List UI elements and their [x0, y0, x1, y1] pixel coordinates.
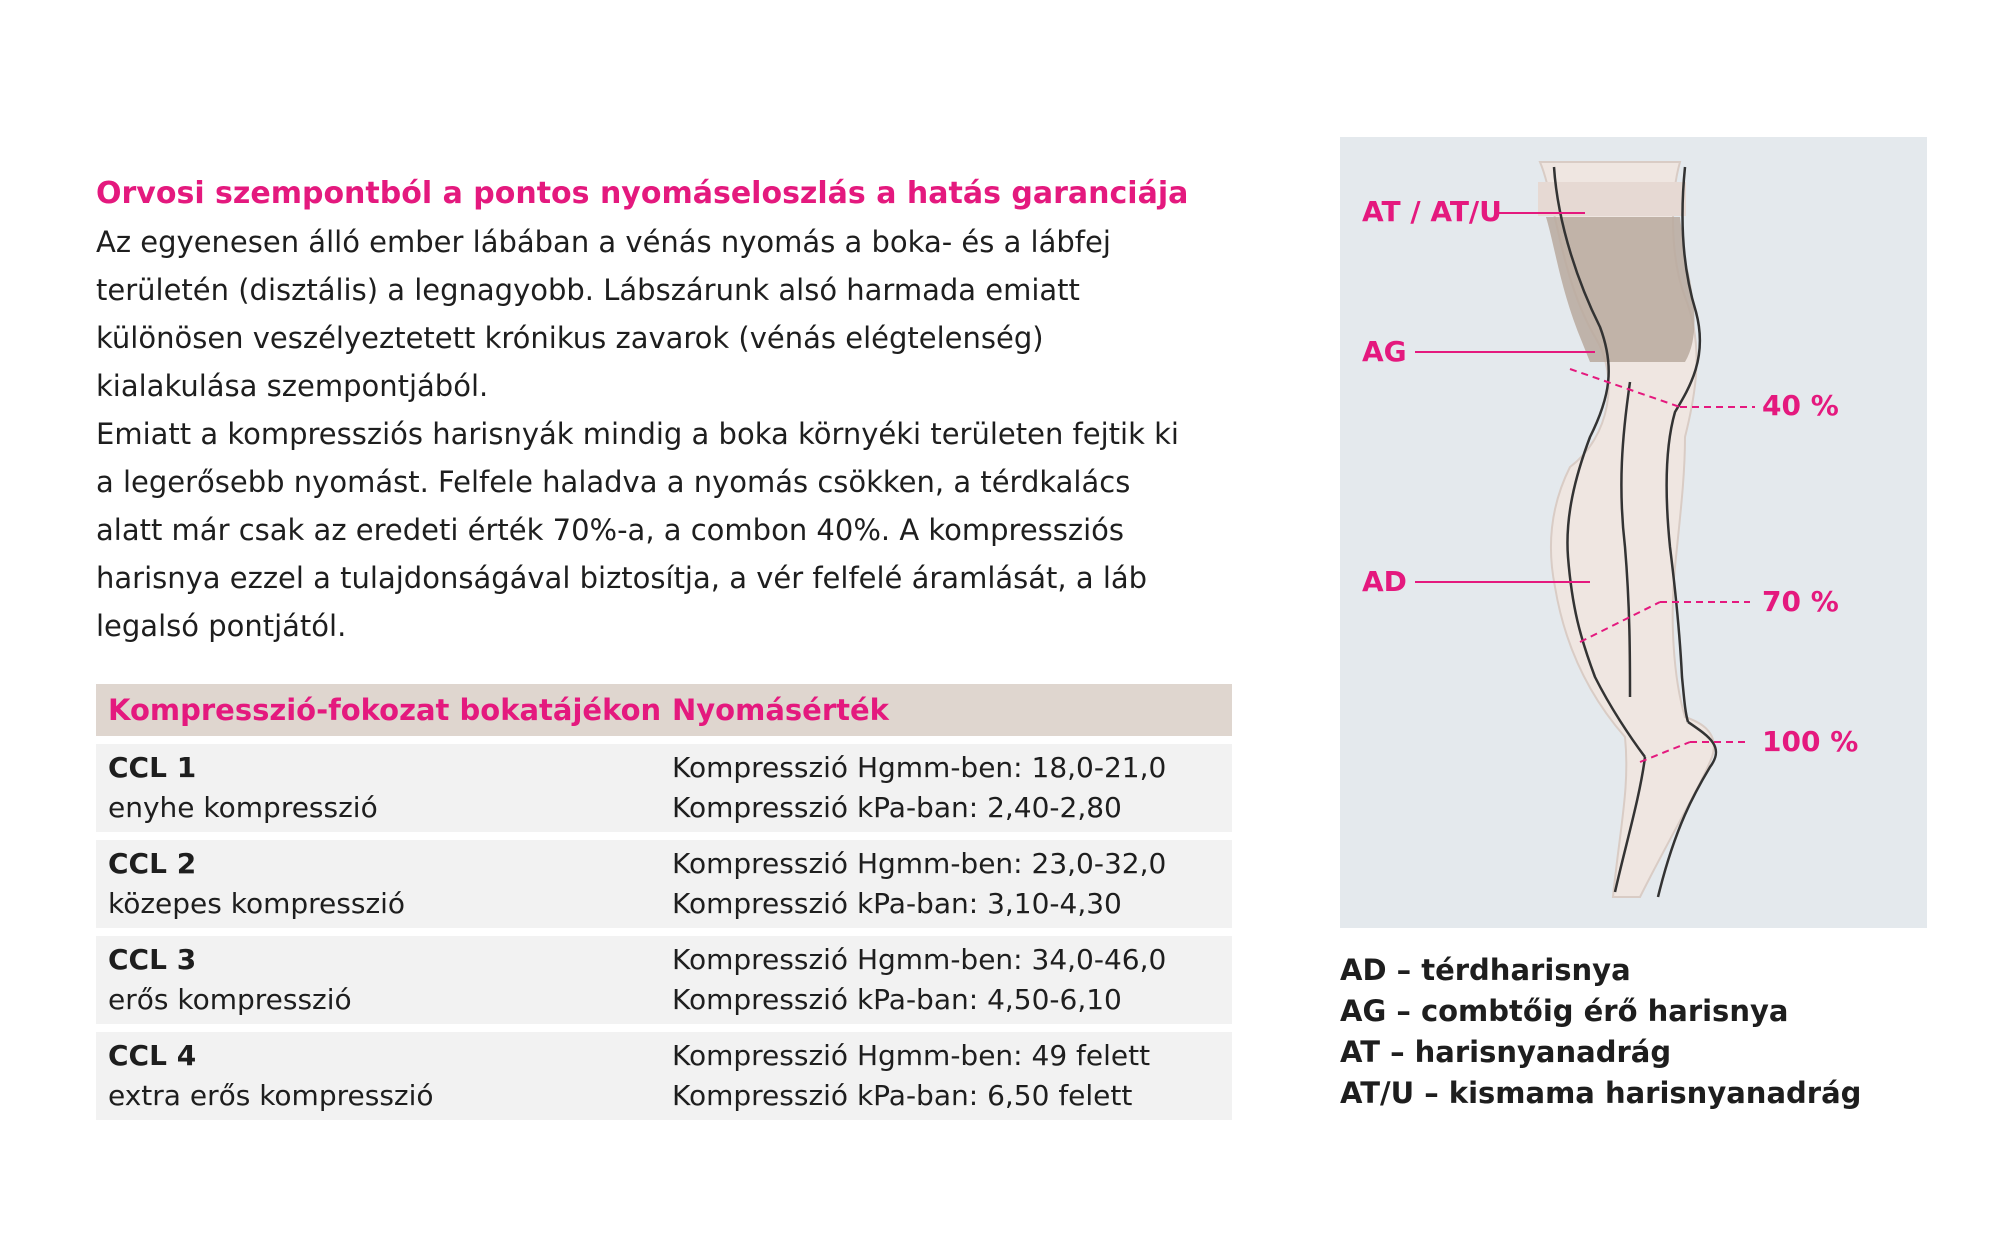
legend-item: AD – térdharisnya — [1340, 953, 1631, 987]
row-class: CCL 3 — [108, 943, 197, 976]
article-line: Az egyenesen álló ember lábában a vénás nyomás a boka- és a lábfej — [96, 225, 1111, 259]
row-description: extra erős kompresszió — [108, 1079, 434, 1112]
stocking-thigh — [1546, 217, 1694, 362]
header-pressure-value: Nyomásérték — [672, 693, 889, 727]
label-70: 70 % — [1762, 585, 1839, 618]
article-line: a legerősebb nyomást. Felfele haladva a nyomás csökken, a térdkalács — [96, 465, 1131, 499]
row-kpa: Kompresszió kPa-ban: 3,10-4,30 — [672, 887, 1122, 920]
row-class: CCL 1 — [108, 751, 197, 784]
legend-item: AG – combtőig érő harisnya — [1340, 994, 1789, 1028]
label-40: 40 % — [1762, 389, 1839, 422]
row-hgmm: Kompresszió Hgmm-ben: 23,0-32,0 — [672, 847, 1167, 880]
row-hgmm: Kompresszió Hgmm-ben: 49 felett — [672, 1039, 1151, 1072]
row-kpa: Kompresszió kPa-ban: 2,40-2,80 — [672, 791, 1122, 824]
legend — [1340, 950, 1861, 1114]
leg-illustration — [1340, 137, 1927, 928]
article-line: kialakulása szempontjából. — [96, 369, 489, 403]
table-header — [96, 684, 1232, 736]
table-row — [96, 840, 1232, 928]
label-at: AT / AT/U — [1362, 195, 1502, 228]
row-description: enyhe kompresszió — [108, 791, 378, 824]
table-row — [96, 936, 1232, 1024]
label-ag: AG — [1362, 335, 1407, 368]
article-line: legalsó pontjától. — [96, 609, 347, 643]
article-line: harisnya ezzel a tulajdonságával biztosítja, a vér felfelé áramlását, a láb — [96, 561, 1148, 595]
row-class: CCL 4 — [108, 1039, 197, 1072]
compression-table — [96, 684, 1232, 1128]
row-kpa: Kompresszió kPa-ban: 4,50-6,10 — [672, 983, 1122, 1016]
header-compression-class: Kompresszió-fokozat bokatájékon — [108, 693, 662, 727]
article-line: alatt már csak az eredeti érték 70%-a, a combon 40%. A kompressziós — [96, 513, 1125, 547]
legend-item: AT/U – kismama harisnyanadrág — [1340, 1076, 1862, 1110]
row-hgmm: Kompresszió Hgmm-ben: 18,0-21,0 — [672, 751, 1167, 784]
row-hgmm: Kompresszió Hgmm-ben: 34,0-46,0 — [672, 943, 1167, 976]
label-100: 100 % — [1762, 725, 1859, 758]
leg-drawing — [1340, 137, 1927, 928]
article-line: területén (disztális) a legnagyobb. Lábszárunk alsó harmada emiatt — [96, 273, 1080, 307]
article-heading: Orvosi szempontból a pontos nyomáseloszlás a hatás garanciája — [96, 176, 1189, 211]
row-description: közepes kompresszió — [108, 887, 406, 920]
legend-item: AT – harisnyanadrág — [1340, 1035, 1672, 1069]
row-kpa: Kompresszió kPa-ban: 6,50 felett — [672, 1079, 1133, 1112]
article-line: különösen veszélyeztetett krónikus zavarok (vénás elégtelenség) — [96, 321, 1044, 355]
article — [96, 170, 1246, 650]
article-line: Emiatt a kompressziós harisnyák mindig a boka környéki területen fejtik ki — [96, 417, 1179, 451]
table-row — [96, 744, 1232, 832]
row-description: erős kompresszió — [108, 983, 352, 1016]
row-class: CCL 2 — [108, 847, 197, 880]
label-ad: AD — [1362, 565, 1407, 598]
table-row — [96, 1032, 1232, 1120]
